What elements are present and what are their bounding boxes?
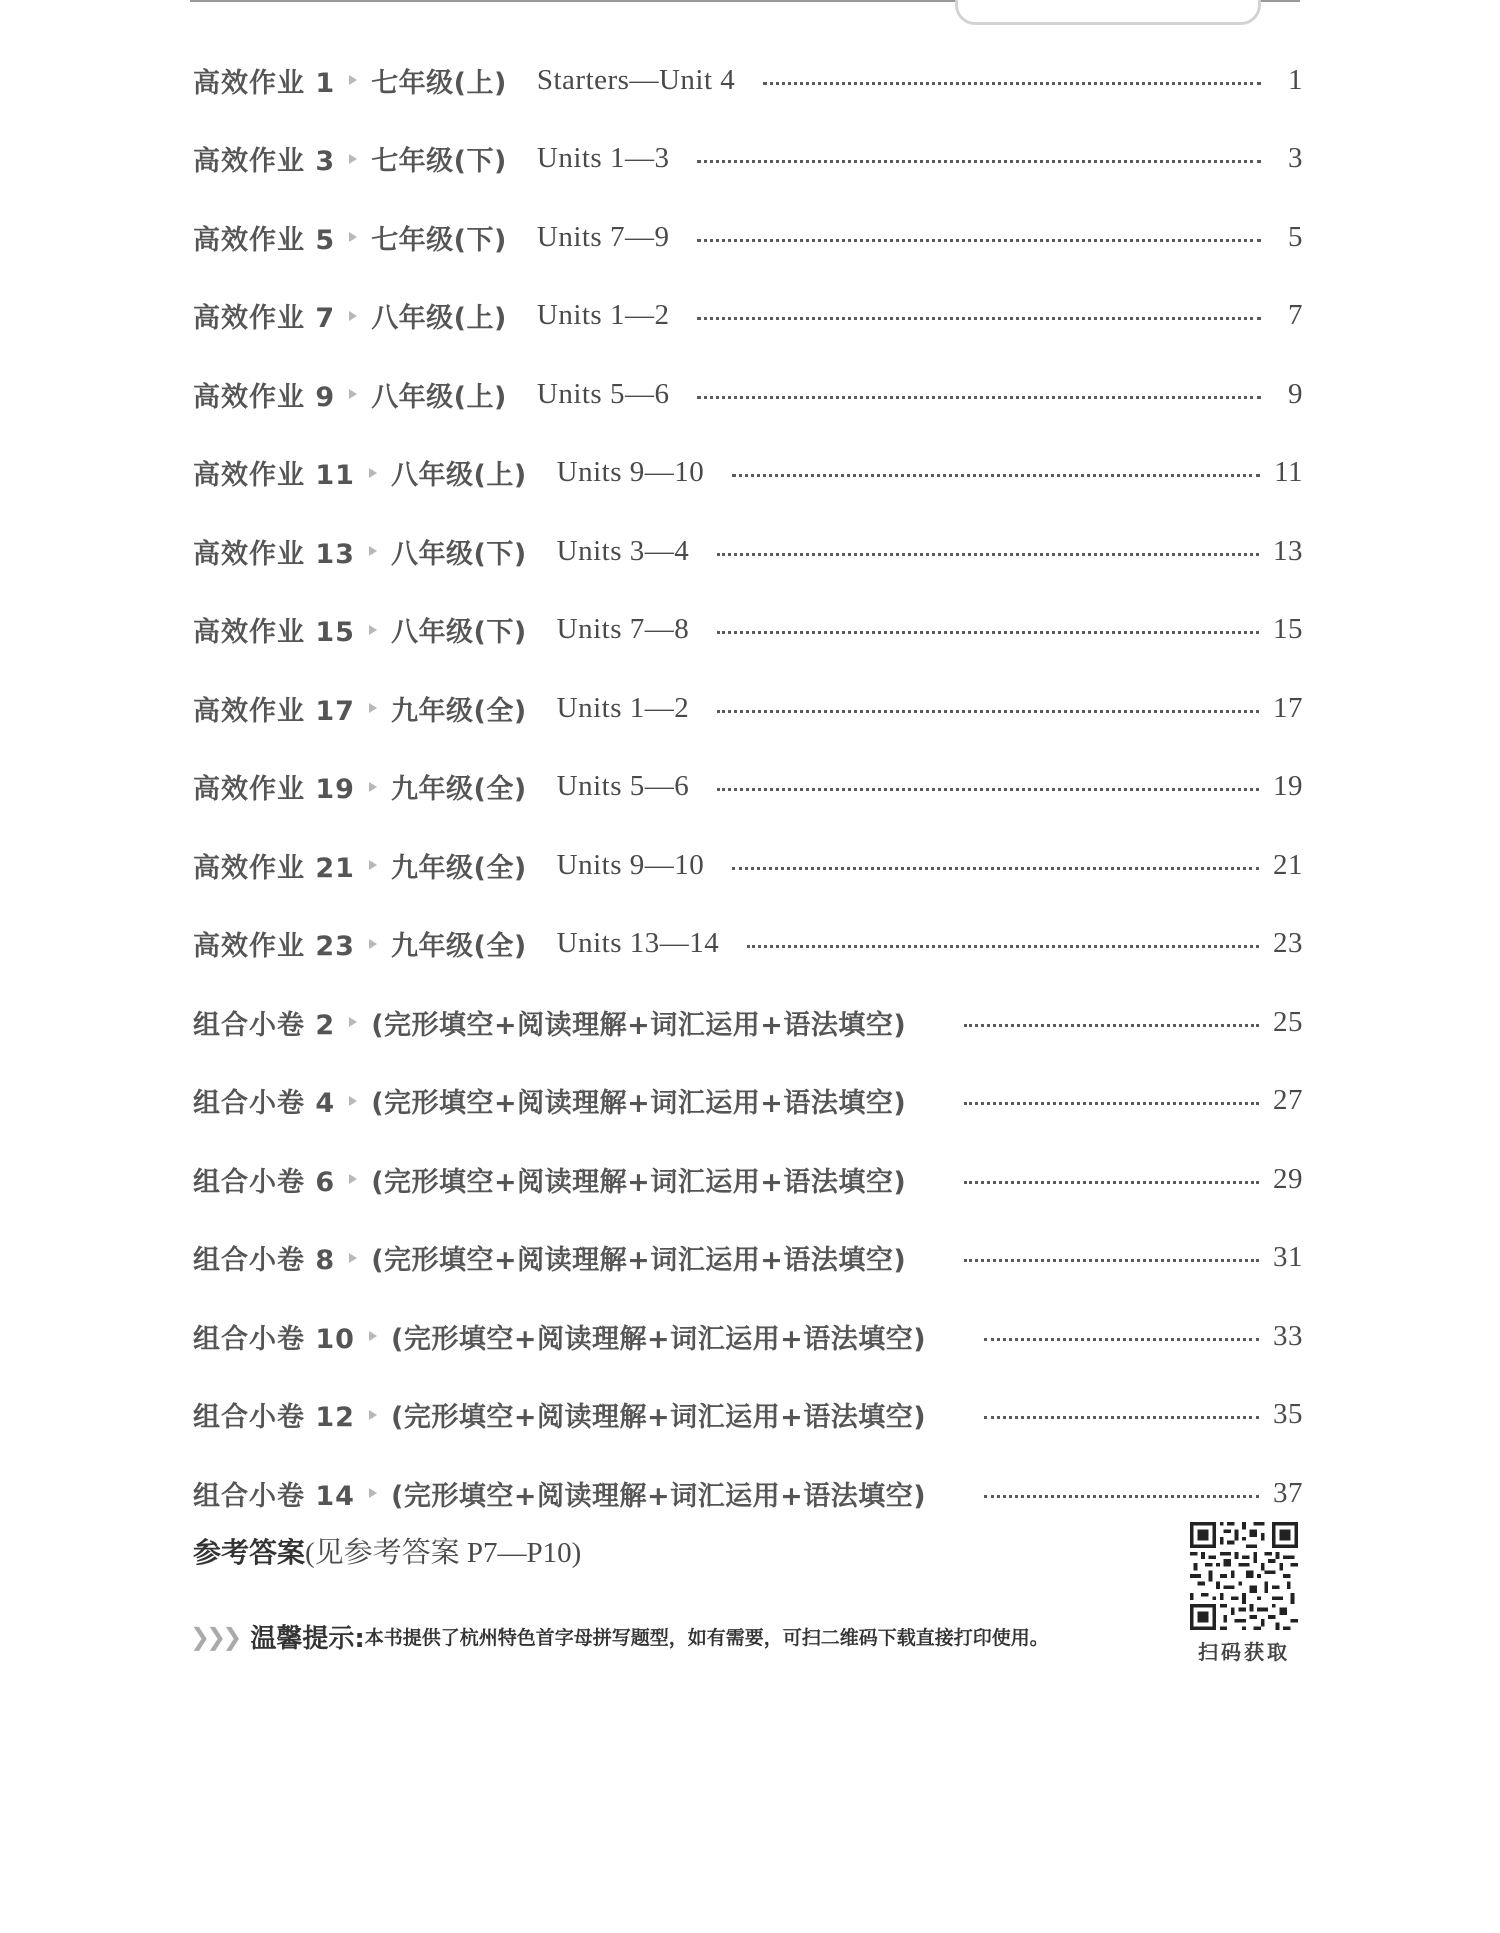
triangle-arrow-icon <box>369 860 377 870</box>
triangle-arrow-icon <box>369 1331 377 1341</box>
toc-entry[interactable] <box>193 1454 1303 1533</box>
toc-entry-page: 21 <box>1273 848 1303 881</box>
triangle-arrow-icon <box>349 1174 357 1184</box>
toc-entry-label: 组合小卷 14 <box>193 1480 355 1512</box>
toc-entry-label: 组合小卷 8 <box>193 1245 336 1277</box>
toc-entry-page: 5 <box>1288 220 1303 253</box>
toc-entry-units: Units 9—10 <box>556 848 705 881</box>
qr-caption: 扫码获取 <box>1198 1640 1290 1664</box>
toc-entry-grade: 九年级(全) <box>390 695 527 727</box>
answer-title: 参考答案 <box>193 1536 306 1569</box>
toc-entry-label: 组合小卷 6 <box>193 1166 336 1198</box>
toc-entry[interactable] <box>193 1376 1303 1455</box>
toc-entry-label: 组合小卷 12 <box>193 1402 355 1434</box>
toc-entry-label: 高效作业 19 <box>193 774 355 806</box>
toc-entry-grade: 八年级(上) <box>371 303 507 335</box>
toc-entry-label: 高效作业 5 <box>193 224 336 256</box>
triangle-arrow-icon <box>349 75 357 85</box>
dot-leader <box>717 710 1259 713</box>
triangle-arrow-icon <box>369 1488 377 1498</box>
toc-entry-page: 17 <box>1273 691 1303 724</box>
dot-leader <box>964 1102 1259 1105</box>
toc-entry-units: Units 3—4 <box>556 534 690 567</box>
dot-leader <box>697 396 1261 399</box>
toc-entry-page: 29 <box>1273 1162 1303 1195</box>
toc-entry-units: Units 5—6 <box>556 770 690 803</box>
toc-entry[interactable] <box>193 905 1303 984</box>
toc-entry[interactable] <box>193 826 1303 905</box>
toc-entry-grade: 七年级(上) <box>371 67 507 99</box>
toc-entry-units: Units 7—9 <box>536 220 670 253</box>
toc-entry-label: 高效作业 11 <box>193 460 355 492</box>
toc-entry-label: 高效作业 9 <box>193 381 336 413</box>
toc-entry-grade: 八年级(上) <box>371 381 507 413</box>
toc-entry-grade: (完形填空+阅读理解+词汇运用+语法填空) <box>371 1166 907 1198</box>
toc-entry-label: 高效作业 21 <box>193 852 355 884</box>
toc-entry-grade: 九年级(全) <box>390 774 527 806</box>
toc-entry-units: Units 1—2 <box>536 299 670 332</box>
toc-entry-page: 11 <box>1274 456 1303 489</box>
header-tab <box>955 0 1261 25</box>
dot-leader <box>697 317 1261 320</box>
toc-entry-grade: (完形填空+阅读理解+词汇运用+语法填空) <box>390 1480 927 1512</box>
triangle-arrow-icon <box>369 782 377 792</box>
triangle-arrow-icon <box>369 1410 377 1420</box>
toc-entry-label: 组合小卷 4 <box>193 1088 336 1120</box>
table-of-contents <box>193 41 1303 1533</box>
triangle-arrow-icon <box>369 703 377 713</box>
toc-entry[interactable] <box>193 1219 1303 1298</box>
dot-leader <box>697 160 1261 163</box>
qr-code-icon[interactable] <box>1190 1522 1298 1630</box>
dot-leader <box>697 239 1261 242</box>
toc-entry-page: 27 <box>1273 1084 1303 1117</box>
triangle-arrow-icon <box>349 311 357 321</box>
toc-entry-page: 25 <box>1273 1005 1303 1038</box>
toc-entry-grade: (完形填空+阅读理解+词汇运用+语法填空) <box>390 1402 927 1434</box>
triangle-arrow-icon <box>349 1017 357 1027</box>
toc-entry-page: 7 <box>1288 299 1303 332</box>
toc-entry-page: 3 <box>1288 142 1303 175</box>
toc-entry-grade: 九年级(全) <box>390 931 527 963</box>
answer-reference <box>193 1530 581 1571</box>
triangle-arrow-icon <box>369 625 377 635</box>
toc-entry-grade: (完形填空+阅读理解+词汇运用+语法填空) <box>371 1088 907 1120</box>
toc-entry-page: 19 <box>1273 770 1303 803</box>
toc-entry-label: 高效作业 23 <box>193 931 355 963</box>
toc-entry-units: Units 9—10 <box>556 456 705 489</box>
dot-leader <box>732 867 1259 870</box>
toc-entry[interactable] <box>193 355 1303 434</box>
toc-entry[interactable] <box>193 1297 1303 1376</box>
dot-leader <box>763 82 1261 85</box>
dot-leader <box>984 1495 1259 1498</box>
toc-entry-units: Units 7—8 <box>556 613 690 646</box>
toc-entry-grade: 九年级(全) <box>390 852 527 884</box>
toc-entry[interactable] <box>193 983 1303 1062</box>
toc-entry-label: 组合小卷 10 <box>193 1323 355 1355</box>
toc-entry-units: Units 5—6 <box>536 377 670 410</box>
tip-title: 温馨提示: <box>250 1624 365 1654</box>
toc-entry[interactable] <box>193 748 1303 827</box>
dot-leader <box>984 1416 1259 1419</box>
dot-leader <box>964 1024 1259 1027</box>
dot-leader <box>717 788 1259 791</box>
toc-entry-page: 9 <box>1288 377 1303 410</box>
toc-entry-units: Starters—Unit 4 <box>536 63 736 96</box>
toc-entry-grade: 七年级(下) <box>371 146 507 178</box>
toc-entry-grade: (完形填空+阅读理解+词汇运用+语法填空) <box>371 1245 907 1277</box>
dot-leader <box>964 1259 1259 1262</box>
dot-leader <box>717 553 1259 556</box>
triangle-arrow-icon <box>369 468 377 478</box>
toc-entry-label: 高效作业 13 <box>193 538 355 570</box>
toc-entry-page: 33 <box>1273 1319 1303 1352</box>
triangle-arrow-icon <box>369 546 377 556</box>
toc-entry-page: 15 <box>1273 613 1303 646</box>
dot-leader <box>984 1338 1259 1341</box>
toc-entry-page: 13 <box>1273 534 1303 567</box>
toc-entry-units: Units 1—2 <box>556 691 690 724</box>
toc-entry-label: 高效作业 7 <box>193 303 336 335</box>
dot-leader <box>717 631 1259 634</box>
tip-text: 本书提供了杭州特色首字母拼写题型，如有需要，可扫二维码下载直接打印使用。 <box>364 1627 1049 1649</box>
toc-entry-grade: 八年级(上) <box>390 460 527 492</box>
triangle-arrow-icon <box>349 154 357 164</box>
tip-box <box>190 1618 1049 1655</box>
triangle-arrow-icon <box>349 232 357 242</box>
toc-entry[interactable] <box>193 1062 1303 1141</box>
chevrons-icon: ❯❯❯ <box>190 1622 239 1651</box>
toc-entry-page: 1 <box>1288 63 1303 96</box>
toc-entry[interactable] <box>193 591 1303 670</box>
triangle-arrow-icon <box>349 1096 357 1106</box>
toc-entry-page: 37 <box>1273 1476 1303 1509</box>
toc-entry-label: 高效作业 3 <box>193 146 336 178</box>
toc-entry-grade: (完形填空+阅读理解+词汇运用+语法填空) <box>390 1323 927 1355</box>
toc-entry[interactable] <box>193 512 1303 591</box>
triangle-arrow-icon <box>349 389 357 399</box>
toc-entry[interactable] <box>193 434 1303 513</box>
answer-note: (见参考答案 P7—P10) <box>305 1537 582 1569</box>
toc-entry[interactable] <box>193 1140 1303 1219</box>
toc-entry-grade: 八年级(下) <box>390 617 527 649</box>
dot-leader <box>964 1181 1259 1184</box>
toc-entry-page: 23 <box>1273 927 1303 960</box>
toc-entry-grade: 八年级(下) <box>390 538 527 570</box>
toc-entry[interactable] <box>193 41 1303 120</box>
toc-entry[interactable] <box>193 277 1303 356</box>
toc-entry-label: 组合小卷 2 <box>193 1009 336 1041</box>
toc-entry[interactable] <box>193 120 1303 199</box>
triangle-arrow-icon <box>349 1253 357 1263</box>
triangle-arrow-icon <box>369 939 377 949</box>
dot-leader <box>747 945 1259 948</box>
dot-leader <box>732 474 1260 477</box>
toc-entry-label: 高效作业 1 <box>193 67 336 99</box>
toc-entry-units: Units 1—3 <box>536 142 670 175</box>
toc-entry-page: 35 <box>1273 1398 1303 1431</box>
toc-entry[interactable] <box>193 198 1303 277</box>
toc-entry-page: 31 <box>1273 1241 1303 1274</box>
toc-entry[interactable] <box>193 669 1303 748</box>
toc-entry-units: Units 13—14 <box>556 927 720 960</box>
toc-entry-grade: 七年级(下) <box>371 224 507 256</box>
toc-entry-grade: (完形填空+阅读理解+词汇运用+语法填空) <box>371 1009 907 1041</box>
toc-entry-label: 高效作业 17 <box>193 695 355 727</box>
toc-entry-label: 高效作业 15 <box>193 617 355 649</box>
